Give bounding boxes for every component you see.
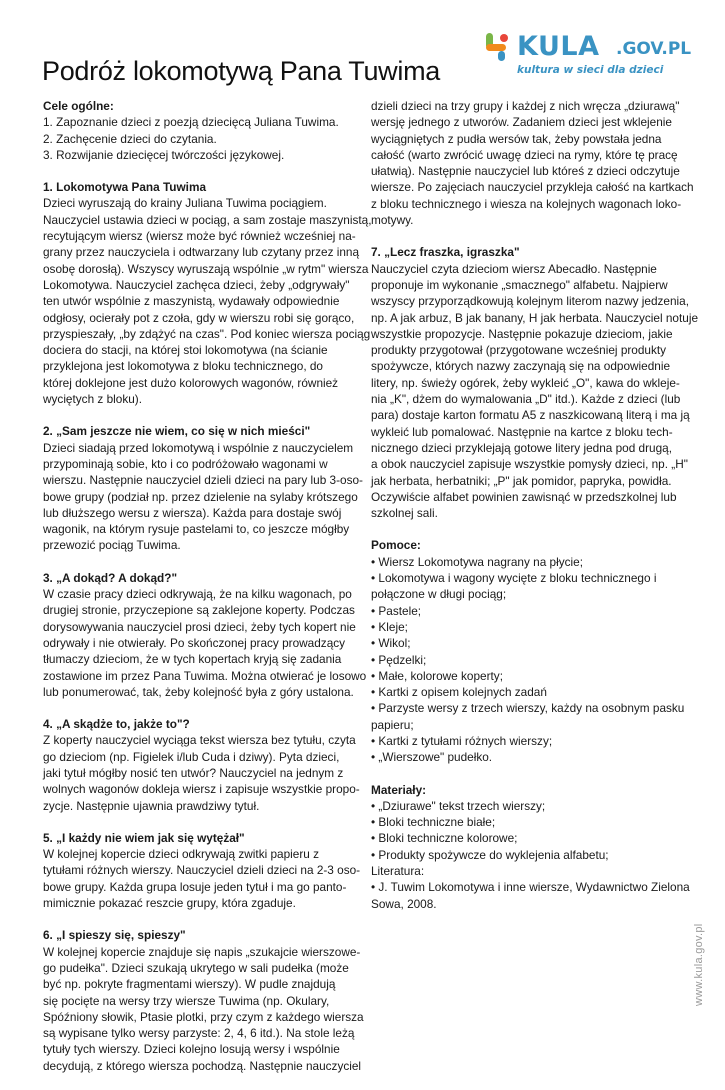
text-line: 2. Zachęcenie dzieci do czytania. — [43, 131, 217, 146]
right-column — [371, 98, 699, 928]
text-line: być np. pokryte fragmentami wierszy). W pudle znajdują — [43, 977, 336, 992]
section-7 — [371, 244, 699, 521]
text-line: bowe grupy (podział np. przez dzielenie na sylaby krótszego — [43, 489, 358, 504]
text-line: decydują, z którego wiersza pochodzą. Następnie nauczyciel — [43, 1058, 362, 1073]
text-line: wyciętych z bloku). — [43, 392, 142, 407]
text-line: dorysowywania nauczyciel prosi dzieci, żeby tych kopert nie — [43, 619, 356, 634]
text-line: jaki tytuł mógłby nosić ten utwór? Nauczyciel na jednym z — [43, 765, 344, 780]
text-line: grany przez nauczyciela i odtwarzany lub czytany przez inną — [43, 245, 360, 260]
list-item: • Wiersz Lokomotywa nagrany na płycie; — [371, 554, 583, 569]
logo-tagline: kultura w sieci dla dzieci — [517, 64, 664, 76]
list-item: • Kartki z tytułami różnych wierszy; — [371, 733, 553, 748]
section-4 — [43, 716, 360, 814]
text-line: a obok nauczyciel zapisuje wszystkie pomysły dzieci, np. „H" — [371, 457, 688, 472]
text-line: dociera do stacji, na której stoi lokomotywa (na ścianie — [43, 343, 328, 358]
text-line: jak herbata, herbatniki; „P" jak pomidor, papryka, powidła. — [371, 473, 672, 488]
section-title: 2. „Sam jeszcze nie wiem, co się w nich mieści" — [43, 424, 311, 439]
text-line: np. A jak arbuz, B jak banany, H jak herbata. Nauczyciel notuje — [371, 310, 699, 325]
section-title: 6. „I spieszy się, spieszy" — [43, 928, 186, 943]
text-line: Oczywiście alfabet powinien zawisnąć w przedszkolnej lub — [371, 489, 677, 504]
text-line: litery, np. świeży ogórek, żeby wykleić „O", kawa do wkleje- — [371, 375, 680, 390]
list-item: Literatura: — [371, 864, 425, 879]
kula-logo[interactable] — [483, 30, 693, 86]
text-line: są wypisane tylko wersy parzyste: 2, 4, 6 itd.). Na stole leżą — [43, 1026, 355, 1041]
text-line: tłumaczy dzieciom, że w tych kopertach kryją się zadania — [43, 652, 342, 667]
text-line: przyklejona jest lokomotywa z bloku technicznego, do — [43, 359, 323, 374]
text-line: W czasie pracy dzieci odkrywają, że na kilku wagonach, po — [43, 587, 352, 602]
logo-domain: .GOV.PL — [616, 39, 692, 59]
list-item: • Parzyste wersy z trzech wierszy, każdy na osobnym pasku — [371, 701, 685, 716]
section-title: 4. „A skądże to, jakże to"? — [43, 717, 190, 732]
text-line: wierszu. Następnie nauczyciel dzieli dzieci na pary lub 3-oso- — [43, 473, 363, 488]
text-line: W kolejnej kopercie dzieci odkrywają zwitki papieru z — [43, 847, 320, 862]
list-item: • Pędzelki; — [371, 652, 427, 667]
text-line: zycje. Następnie ujawnia prawdziwy tytuł. — [43, 798, 260, 813]
text-line: odgłosy, ocierały pot z czoła, gdy w wierszu robi się gorąco, — [43, 310, 355, 325]
text-line: całość (warto zwrócić uwagę dzieci na rymy, które tę pracę — [371, 147, 678, 162]
list-item: Sowa, 2008. — [371, 896, 437, 911]
text-line: Spóźniony słowik, Ptasie plotki, przy czym z każdego wiersza — [43, 1009, 364, 1024]
text-line: ten utwór wspólnie z maszynistą, wydawały odpowiednie — [43, 294, 340, 309]
text-line: osobę dorosłą). Wszyscy wyruszają wspólnie „w rytm" wiersza — [43, 261, 369, 276]
text-line: Z koperty nauczyciel wyciąga tekst wiersza bez tytułu, czyta — [43, 733, 356, 748]
logo-wordmark: KULA — [517, 31, 600, 62]
list-item: • Wikol; — [371, 636, 411, 651]
list-item: • Pastele; — [371, 603, 422, 618]
text-line: wszyscy przyporządkowują kolejnym literom nazwy jedzenia, — [371, 294, 689, 309]
section-goals — [43, 98, 355, 163]
text-line: spożywcze, których nazwy zaczynają się na odpowiednie — [371, 359, 671, 374]
text-line: lub dłuższego wersu z wiersza). Każda para dostaje swój — [43, 505, 342, 520]
section-materials — [371, 782, 690, 912]
text-line: para) dostaje karton formatu A5 z naszkicowaną literą i ma ją — [371, 408, 690, 423]
section-title: 7. „Lecz fraszka, igraszka" — [371, 245, 520, 260]
text-line: Dzieci wyruszają do krainy Juliana Tuwima pociągiem. — [43, 196, 327, 211]
text-line: wiersze. Po zajęciach nauczyciel przykleja całość na kartkach — [371, 180, 694, 195]
section-title: Cele ogólne: — [43, 99, 114, 113]
text-line: wolnych wagonów dokleja wiersz i zapisuje wszystkie propo- — [43, 782, 360, 797]
text-line: przyspieszały, „by zdążyć na czas". Pod koniec wiersza pociąg — [43, 326, 371, 341]
text-line: wykleić lub pomalować. Następnie na kartce z bloku tech- — [371, 424, 673, 439]
list-item: połączone w długi pociąg; — [371, 587, 507, 602]
text-line: proponuje im wykonanie „smacznego" alfabetu. Najpierw — [371, 277, 668, 292]
list-item: papieru; — [371, 717, 414, 732]
text-line: recytującym wiersz (wiersz może być również wcześniej na- — [43, 229, 356, 244]
text-line: nicznego dzieci przyklejają gotowe litery jedna pod drugą, — [371, 440, 672, 455]
text-line: szkolnej sali. — [371, 506, 438, 521]
text-line: przewozić pociąg Tuwima. — [43, 538, 181, 553]
text-line: Nauczyciel ustawia dzieci w pociąg, a sam zostaje maszynistą, — [43, 212, 372, 227]
list-item: • „Wierszowe" pudełko. — [371, 750, 493, 765]
section-6-continued — [371, 98, 694, 228]
list-item: • „Dziurawe" tekst trzech wierszy; — [371, 798, 546, 813]
text-line: odrywały i nie otwierały. Po skończonej pracy prowadzący — [43, 635, 346, 650]
text-line: go dzieciom (np. Figielek i/lub Cuda i dziwy). Pyta dzieci, — [43, 749, 340, 764]
list-item: • Kleje; — [371, 619, 408, 634]
text-line: wagonik, na którym rysuje pastelami to, co jeszcze mógłby — [43, 522, 350, 537]
text-line: 1. Zapoznanie dzieci z poezją dziecięcą Juliana Tuwima. — [43, 115, 339, 130]
text-line: mimicznie pokazać reszcie grupy, która zgaduje. — [43, 896, 296, 911]
list-item: • Małe, kolorowe koperty; — [371, 668, 503, 683]
section-title: Materiały: — [371, 782, 427, 797]
list-item: • Bloki techniczne kolorowe; — [371, 831, 518, 846]
text-line: bowe grupy. Każda grupa losuje jeden tytuł i ma go panto- — [43, 879, 347, 894]
list-item: • Kartki z opisem kolejnych zadań — [371, 685, 547, 700]
text-line: drugiej stronie, przyczepione są zaklejone koperty. Podczas — [43, 603, 355, 618]
text-line: przypominają sobie, kto i co podróżowało wagonami w — [43, 456, 328, 471]
section-title: 1. Lokomotywa Pana Tuwima — [43, 180, 207, 195]
text-line: dzieli dzieci na trzy grupy i każdej z nich wręcza „dziurawą" — [371, 99, 680, 113]
section-1 — [43, 179, 372, 407]
list-item: • Produkty spożywcze do wyklejenia alfabetu; — [371, 847, 609, 862]
text-line: się pocięte na wersy trzy wiersze Tuwima (np. Okulary, — [43, 993, 330, 1008]
text-line: której doklejone jest dużo kolorowych wagonów, również — [43, 375, 339, 390]
section-aids — [371, 537, 685, 765]
section-title: 5. „I każdy nie wiem jak się wytężał" — [43, 830, 245, 845]
text-line: tytułami różnych wierszy. Nauczyciel dzieli dzieci na 2-3 oso- — [43, 863, 361, 878]
text-line: ułatwią). Następnie nauczyciel lub któreś z dzieci odczytuje — [371, 164, 680, 179]
text-line: Lokomotywa. Nauczyciel zachęca dzieci, żeby „odgrywały" — [43, 277, 350, 292]
text-line: tytuły tych wierszy. Dzieci kolejno losują wersy i wspólnie — [43, 1042, 340, 1057]
list-item: • Bloki techniczne białe; — [371, 815, 496, 830]
side-url-text[interactable]: www.kula.gov.pl — [693, 923, 705, 1006]
section-5 — [43, 830, 361, 911]
text-line: Nauczyciel czyta dzieciom wiersz Abecadło. Następnie — [371, 261, 657, 276]
text-line: motywy. — [371, 213, 414, 228]
text-line: nia „K", dżem do wymalowania „D" itd.). Każde z dzieci (lub — [371, 392, 681, 407]
left-column — [43, 98, 372, 1090]
list-item: • J. Tuwim Lokomotywa i inne wiersze, Wydawnictwo Zielona — [371, 880, 690, 895]
section-title: 3. „A dokąd? A dokąd?" — [43, 570, 178, 585]
text-line: wszystkie propozycje. Następnie pokazuje dzieciom, jakie — [371, 326, 673, 341]
text-line: wyciągniętych z pudła wersów tak, żeby powstała jedna — [371, 131, 662, 146]
section-3 — [43, 570, 367, 700]
text-line: W kolejnej kopercie znajduje się napis „szukajcie wierszowe- — [43, 944, 361, 959]
text-line: produkty przygotował (przygotowane wcześniej produkty — [371, 343, 667, 358]
text-line: zostawione im przez Pana Tuwima. Można otwierać je losowo — [43, 668, 367, 683]
page-title: Podróż lokomotywą Pana Tuwima — [42, 56, 440, 87]
kula-logo-icon — [483, 32, 511, 62]
text-line: z bloku technicznego i wiesza na kolejnych wagonach loko- — [371, 196, 682, 211]
list-item: • Lokomotywa i wagony wycięte z bloku technicznego i — [371, 571, 657, 586]
text-line: wersję jednego z utworów. Zadaniem dzieci jest wklejenie — [371, 115, 672, 130]
side-url — [679, 896, 705, 1006]
text-line: Dzieci siadają przed lokomotywą i wspólnie z nauczycielem — [43, 440, 354, 455]
section-6 — [43, 927, 364, 1074]
section-title: Pomoce: — [371, 538, 421, 553]
text-line: lub ponumerować, tak, żeby kolejność była z góry ustalona. — [43, 684, 354, 699]
text-line: go pudełka". Dzieci szukają ukrytego w sali pudełka (może — [43, 960, 349, 975]
section-2 — [43, 423, 363, 553]
text-line: 3. Rozwijanie dziecięcej twórczości językowej. — [43, 147, 285, 162]
